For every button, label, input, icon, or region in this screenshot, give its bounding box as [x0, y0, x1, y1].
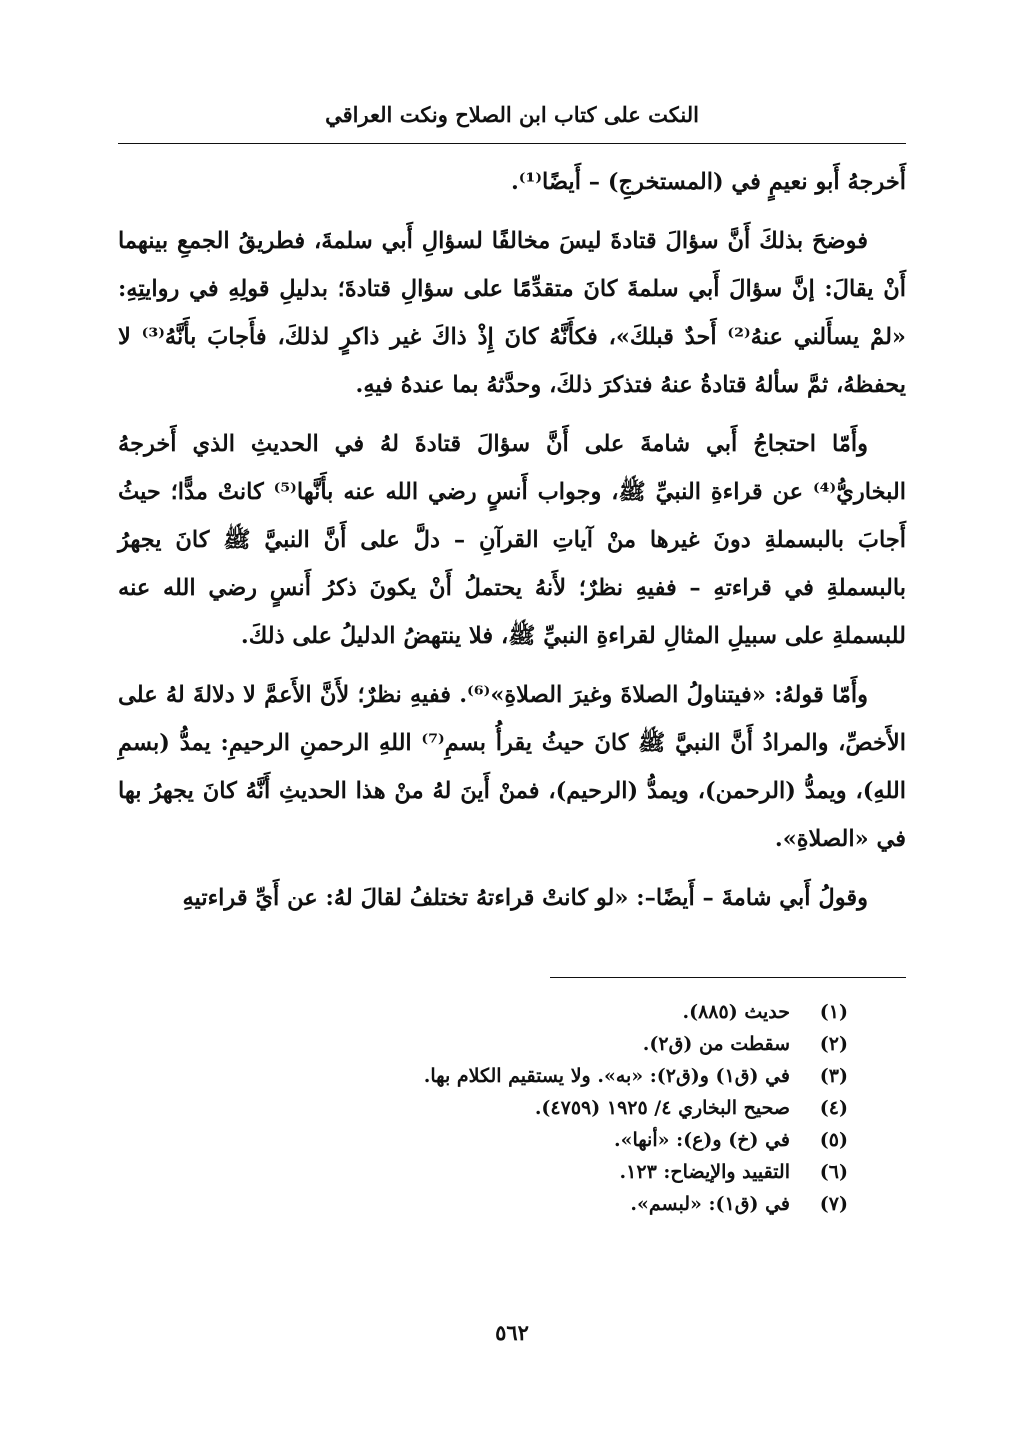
footnote-item — [168, 1188, 848, 1220]
main-text — [118, 158, 906, 933]
footnote-text: سقطت من (ق٢). — [642, 1033, 790, 1055]
footnote-number: (٣) — [819, 1065, 848, 1087]
footnote-item — [168, 1124, 848, 1156]
footnote-item — [168, 1092, 848, 1124]
paragraph-4: وأَمّا قولهُ: «فيتناولُ الصلاةَ وغيرَ الصلاةِ»⁽⁶⁾. ففيهِ نظرٌ؛ لأَنَّ الأَعمَّ لا دلالةَ لهُ على الأَخصِّ، والمرادُ أَنَّ النبيَّ ﷺ كانَ حيثُ يقرأُ بسمِ⁽⁷⁾ اللهِ الرحمنِ الرحيمِ: يمدُّ (بسمِ اللهِ)، ويمدُّ (الرحمن)، ويمدُّ (الرحيم)، فمنْ أَينَ لهُ منْ هذا الحديثِ أَنَّهُ كانَ يجهرُ بها في «الصلاةِ». — [118, 682, 906, 852]
footnote-text: في (ق١) و(ق٢): «به». ولا يستقيم الكلام بها. — [423, 1065, 790, 1087]
paragraph-3: وأَمّا احتجاجُ أَبي شامةَ على أَنَّ سؤالَ قتادةَ لهُ في الحديثِ الذي أَخرجهُ البخاريُّ⁽⁴⁾ عن قراءةِ النبيِّ ﷺ، وجواب أَنسٍ رضي الله عنه بأَنَّها⁽⁵⁾ كانتْ مدًّا؛ حيثُ أَجابَ بالبسملةِ دونَ غيرها منْ آياتِ القرآنِ – دلَّ على أَنَّ النبيَّ ﷺ كانَ يجهرُ بالبسملةِ في قراءتهِ – ففيهِ نظرٌ؛ لأَنهُ يحتملُ أَنْ يكونَ ذكرُ أَنسٍ رضي الله عنه للبسملةِ على سبيلِ المثالِ لقراءةِ النبيِّ ﷺ، فلا ينتهضُ الدليلُ على ذلكَ. — [118, 431, 906, 649]
paragraph-2: فوضحَ بذلكَ أَنَّ سؤالَ قتادةَ ليسَ مخالفًا لسؤالِ أَبي سلمةَ، فطريقُ الجمعِ بينهما أَنْ يقالَ: إنَّ سؤالَ أَبي سلمةَ كانَ متقدِّمًا على سؤالِ قتادةَ؛ بدليلِ قولِهِ في روايتِهِ: «لمْ يسأَلني عنهُ⁽²⁾ أَحدٌ قبلكَ»، فكأَنَّهُ كانَ إِذْ ذاكَ غير ذاكرٍ لذلكَ، فأَجابَ بأَنَّهُ⁽³⁾ لا يحفظهُ، ثمَّ سألهُ قتادةُ عنهُ فتذكرَ ذلكَ، وحدَّثهُ بما عندهُ فيهِ. — [118, 228, 906, 398]
footnote-item — [168, 1060, 848, 1092]
running-header-title: النكت على كتاب ابن الصلاح ونكت العراقي — [325, 102, 699, 127]
header-divider — [118, 143, 906, 144]
footnote-text: في (خ) و(ع): «أنها». — [614, 1129, 790, 1151]
footnotes-list — [168, 996, 848, 1220]
footnote-number: (٤) — [819, 1097, 848, 1119]
footnote-divider — [550, 977, 906, 978]
footnote-number: (١) — [819, 1001, 848, 1023]
footnote-item — [168, 1028, 848, 1060]
footnote-text: حديث (٨٨٥). — [682, 1001, 790, 1023]
footnote-number: (٢) — [819, 1033, 848, 1055]
footnote-text: التقييد والإيضاح: ١٢٣. — [619, 1161, 790, 1183]
footnote-text: في (ق١): «لبسم». — [630, 1193, 790, 1215]
page-number: ٥٦٢ — [495, 1320, 529, 1345]
footnote-number: (٥) — [819, 1129, 848, 1151]
footnote-item — [168, 1156, 848, 1188]
footnote-item — [168, 996, 848, 1028]
footnote-text: صحيح البخاري ٤/ ١٩٢٥ (٤٧٥٩). — [534, 1097, 790, 1119]
paragraph-5: وقولُ أَبي شامةَ – أَيضًا–: «لو كانتْ قراءتهُ تختلفُ لقالَ لهُ: عن أَيِّ قراءتيهِ — [182, 885, 868, 911]
footnote-number: (٦) — [819, 1161, 848, 1183]
paragraph-1: أَخرجهُ أَبو نعيمٍ في (المستخرجِ) – أَيضًا⁽¹⁾. — [510, 169, 906, 195]
footnote-number: (٧) — [819, 1193, 848, 1215]
